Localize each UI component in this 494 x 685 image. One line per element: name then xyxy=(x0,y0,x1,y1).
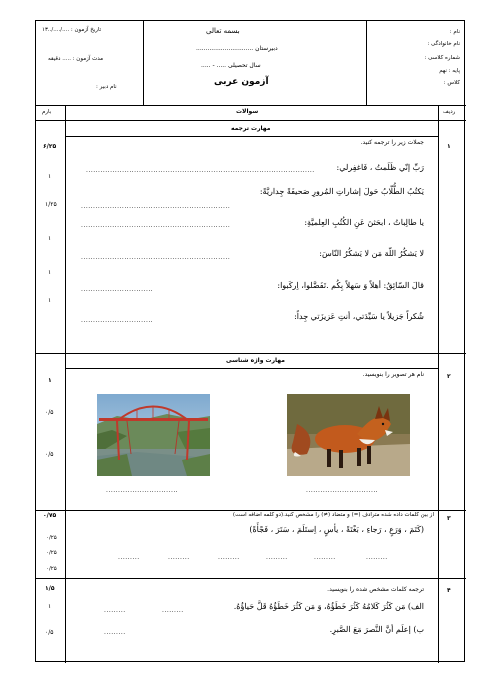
fox-image xyxy=(287,394,410,476)
q1-item-1: رَبِّ إنّي ظَلَمتُ ، فَاغفِرلي: xyxy=(336,163,424,172)
questions-header: سوالات xyxy=(236,108,259,115)
q1-item-2: یَکتُبُ الطُّلّابُ حَولَ إشاراتِ المُرورِ صَحيفَةً جِداريَّةً: xyxy=(259,187,424,196)
q3-instruction: از بین کلمات داده شده مترادف (=) و متضاد (≠) را مشخص کنید.(دو کلمه اضافه است) xyxy=(232,512,434,518)
header-divider-right xyxy=(366,21,367,105)
exam-title: آزمون عربی xyxy=(214,77,269,87)
q4-score-total: ۱/۵ xyxy=(45,585,55,592)
q3-number: ۳ xyxy=(447,515,451,522)
q3-score-total: ۰/۷۵ xyxy=(43,512,57,519)
q1-score-5: ۱ xyxy=(48,297,52,304)
q2-answer-line-2: .............................. xyxy=(306,487,379,494)
section-vocab-top-border xyxy=(36,353,466,354)
q2-answer-line-1: .............................. xyxy=(106,487,179,494)
q3-answer-5: ......... xyxy=(168,554,190,561)
q1-item-5: قالَ السّائِقُ: أهلاً وَ سَهلاً بِكُم .تَفَضَّلوا، اِركَبوا: xyxy=(277,281,424,290)
q3-answer-6: ......... xyxy=(118,554,140,561)
date-label: تاریخ آزمون : ..../..../..۱۳ xyxy=(42,27,102,33)
school-line: دبیرستان .............................. xyxy=(196,45,278,52)
q4-instruction: ترجمه کلمات مشخص شده را بنویسید. xyxy=(327,586,424,593)
q4-score-2: ۰/۵ xyxy=(45,629,54,636)
score-column-divider xyxy=(65,105,66,663)
q1-score-2: ۱/۲۵ xyxy=(45,201,57,208)
q4-answer-3: ......... xyxy=(104,629,126,636)
q4-line-a: الف) مَن كَثُرَ كَلامُهُ كَثُرَ خَطَؤُهُ، وَ مَن كَثُرَ خَطَؤُهُ قَلَّ حَياؤُهُ. xyxy=(233,602,424,611)
class-label: کلاس : xyxy=(443,80,460,86)
q1-item-4: لا يَشكُرُ اللّهَ مَن لا يَشكُرُ النّاسَ: xyxy=(319,249,424,258)
column-header-bottom xyxy=(36,120,466,121)
grade-label: پایه : نهم xyxy=(439,68,460,74)
year-line: سال تحصیلی ..... - ..... xyxy=(201,62,261,69)
header-bottom-border xyxy=(36,105,466,106)
q1-item-3: يا طالِباتُ ، ابحَثنَ عَنِ الكُتُبِ العِلميَّةِ: xyxy=(304,218,424,227)
name-label: نام : xyxy=(449,29,460,35)
q4-line-b: ب) إعلَم أنَّ النَّصرَ مَعَ الصَّبرِ. xyxy=(329,625,424,634)
q3-answer-2: ......... xyxy=(314,554,336,561)
q1-answer-line-3: .............................................................. xyxy=(81,222,231,229)
q4-top-border xyxy=(36,578,466,579)
q1-answer-line-4: .............................................................. xyxy=(81,254,231,261)
exam-sheet xyxy=(35,20,465,662)
q3-score-2: ۰/۲۵ xyxy=(46,550,57,556)
section-vocab-border xyxy=(65,368,438,369)
q1-answer-line-6: .............................. xyxy=(81,317,154,324)
q3-word-list: (كَتَمَ ، وَرَعٍ ، رَجاءِ ، بَغْتَةً ، يأسٍ ، اِستَلَمَ ، سَتَرَ ، فَجْأَةً) xyxy=(249,525,424,534)
q1-answer-line-2: .............................................................. xyxy=(81,203,231,210)
q1-score-1: ۱ xyxy=(48,173,52,180)
q3-score-3: ۰/۲۵ xyxy=(46,566,57,572)
teacher-label: نام دبیر : xyxy=(96,84,117,90)
q3-answer-1: ......... xyxy=(366,554,388,561)
section-translation-title: مهارت ترجمه xyxy=(231,125,271,132)
section-vocab-title: مهارت واژه شناسی xyxy=(226,357,285,364)
family-label: نام خانوادگی : xyxy=(427,41,460,47)
q2-score-1: ۰/۵ xyxy=(45,409,54,416)
header-divider-left xyxy=(143,21,144,105)
class-number-label: شماره کلاسی : xyxy=(424,55,460,61)
q2-number: ۲ xyxy=(447,373,451,380)
q4-score-1: ۱ xyxy=(48,603,52,610)
q4-answer-2: ......... xyxy=(162,607,184,614)
q1-instruction: جملات زیر را ترجمه کنید. xyxy=(360,139,424,146)
q1-score-4: ۱ xyxy=(48,269,52,276)
row-header: ردیف xyxy=(443,109,456,115)
q1-answer-line-5: .............................. xyxy=(81,286,154,293)
basmala: بسمه تعالی xyxy=(206,27,240,35)
q1-answer-line-1: ............................................................................................... xyxy=(86,167,315,174)
q3-answer-3: ......... xyxy=(266,554,288,561)
q1-score-total: ۶/۲۵ xyxy=(43,143,57,150)
q2-score-2: ۰/۵ xyxy=(45,451,54,458)
q3-top-border xyxy=(36,510,466,511)
row-column-divider xyxy=(438,105,439,663)
q2-score-total: ۱ xyxy=(48,377,52,384)
q3-answer-4: ......... xyxy=(218,554,240,561)
q2-instruction: نام هر تصویر را بنویسید. xyxy=(362,371,424,378)
duration-label: مدت آزمون : ..... دقیقه xyxy=(48,56,104,62)
q4-answer-1: ......... xyxy=(104,607,126,614)
section-translation-border xyxy=(65,136,438,137)
q1-number: ۱ xyxy=(447,143,451,150)
bridge-image xyxy=(97,394,210,476)
q1-score-3: ۱ xyxy=(48,235,52,242)
q3-score-1: ۰/۲۵ xyxy=(46,535,57,541)
q4-number: ۴ xyxy=(447,587,451,594)
score-header: بارم xyxy=(42,109,52,115)
q1-item-6: شُكراً جَزيلاً يا سَيِّدَتي، أنتِ عَزيزَتي جِداً: xyxy=(294,312,424,321)
